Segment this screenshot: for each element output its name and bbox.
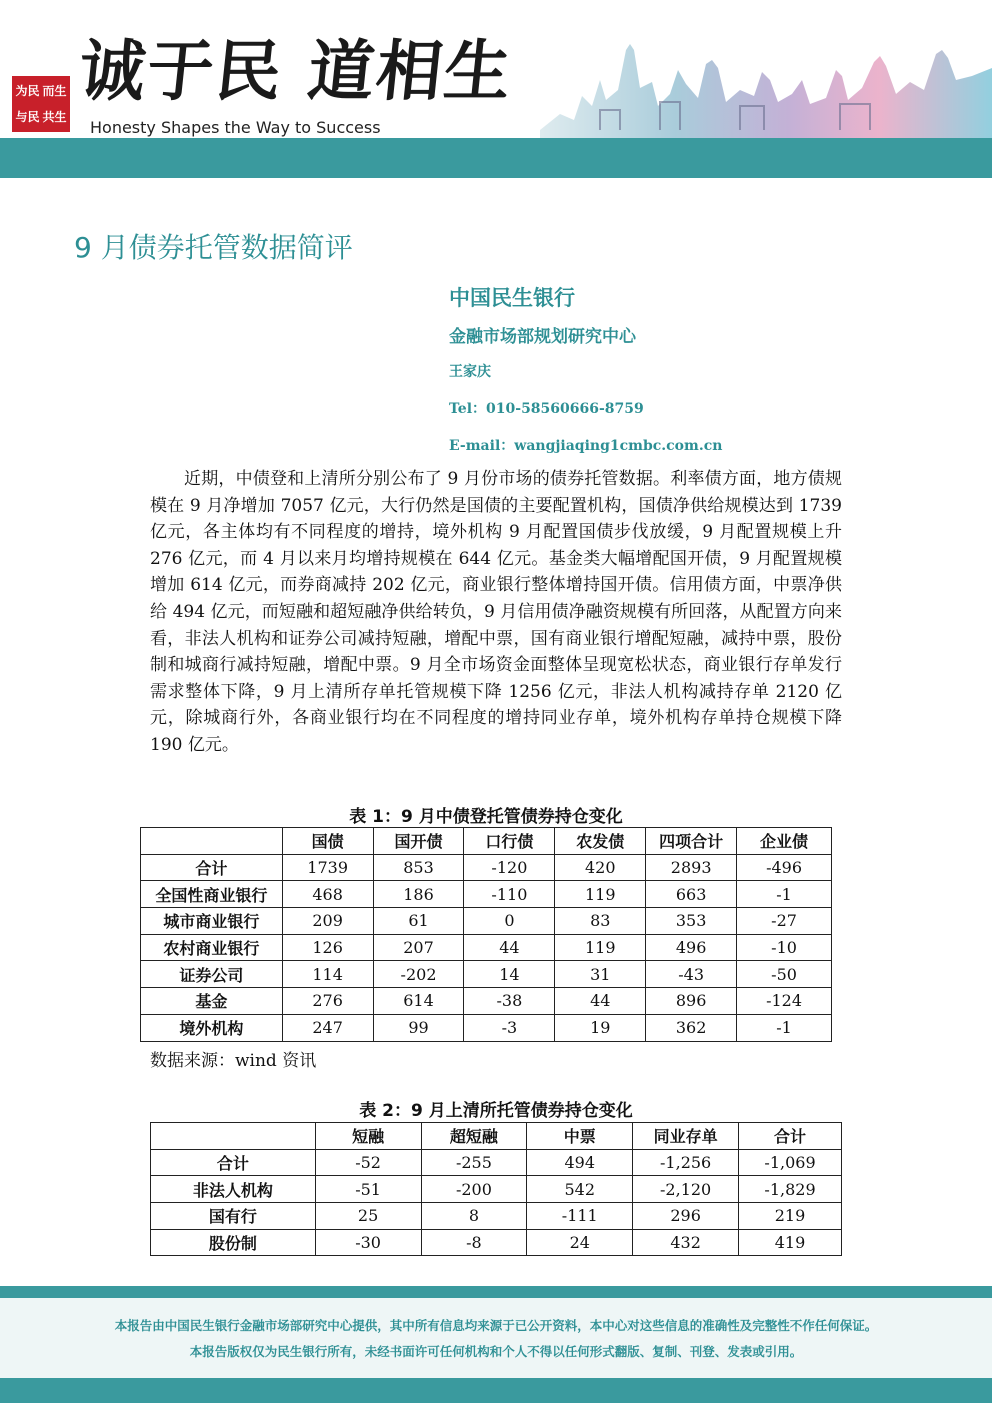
table-cell: 468 bbox=[282, 881, 373, 908]
column-header: 国债 bbox=[282, 828, 373, 855]
row-label: 全国性商业银行 bbox=[141, 881, 283, 908]
column-header bbox=[141, 828, 283, 855]
table-cell: -51 bbox=[315, 1176, 421, 1203]
table-row bbox=[141, 854, 832, 881]
author-name: 王家庆 bbox=[449, 364, 491, 380]
document-title: 9 月债券托管数据简评 bbox=[74, 231, 353, 264]
table-cell: -200 bbox=[421, 1176, 527, 1203]
table-cell: 119 bbox=[555, 934, 646, 961]
table-cell: -2,120 bbox=[633, 1176, 739, 1203]
column-header: 同业存单 bbox=[633, 1123, 739, 1150]
column-header: 企业债 bbox=[737, 828, 832, 855]
table-cell: 419 bbox=[739, 1229, 842, 1256]
table-cell: 83 bbox=[555, 908, 646, 935]
table-cell: 1739 bbox=[282, 854, 373, 881]
table-cell: 99 bbox=[373, 1014, 464, 1041]
table-cell: 896 bbox=[646, 988, 737, 1015]
table-cell: -10 bbox=[737, 934, 832, 961]
table-row bbox=[141, 961, 832, 988]
row-label: 农村商业银行 bbox=[141, 934, 283, 961]
table-header-row bbox=[151, 1123, 842, 1150]
table2 bbox=[150, 1122, 842, 1256]
table-cell: 44 bbox=[555, 988, 646, 1015]
table-cell: 19 bbox=[555, 1014, 646, 1041]
table-row bbox=[141, 881, 832, 908]
table-cell: -52 bbox=[315, 1149, 421, 1176]
row-label: 国有行 bbox=[151, 1203, 316, 1230]
table-cell: 119 bbox=[555, 881, 646, 908]
table-cell: 219 bbox=[739, 1203, 842, 1230]
table-cell: -1,829 bbox=[739, 1176, 842, 1203]
table-cell: 14 bbox=[464, 961, 555, 988]
table-cell: -38 bbox=[464, 988, 555, 1015]
table-cell: 362 bbox=[646, 1014, 737, 1041]
author-email: E-mail：wangjiaqing1cmbc.com.cn bbox=[449, 438, 723, 454]
calligraphy-title: 诚于民 道相生 bbox=[75, 32, 517, 110]
table-cell: 25 bbox=[315, 1203, 421, 1230]
row-label: 境外机构 bbox=[141, 1014, 283, 1041]
column-header: 合计 bbox=[739, 1123, 842, 1150]
table-cell: -496 bbox=[737, 854, 832, 881]
table-cell: 663 bbox=[646, 881, 737, 908]
table-cell: 0 bbox=[464, 908, 555, 935]
column-header: 国开债 bbox=[373, 828, 464, 855]
table-cell: 614 bbox=[373, 988, 464, 1015]
table-cell: 31 bbox=[555, 961, 646, 988]
table-cell: -30 bbox=[315, 1229, 421, 1256]
table-cell: 44 bbox=[464, 934, 555, 961]
table-cell: 276 bbox=[282, 988, 373, 1015]
table-cell: 853 bbox=[373, 854, 464, 881]
table-cell: 8 bbox=[421, 1203, 527, 1230]
table-cell: -8 bbox=[421, 1229, 527, 1256]
seal-char: 为民 bbox=[15, 84, 40, 98]
table-cell: 114 bbox=[282, 961, 373, 988]
row-label: 合计 bbox=[151, 1149, 316, 1176]
table-row bbox=[151, 1229, 842, 1256]
table-cell: 24 bbox=[527, 1229, 633, 1256]
table-cell: 209 bbox=[282, 908, 373, 935]
table-row bbox=[151, 1203, 842, 1230]
table-cell: 126 bbox=[282, 934, 373, 961]
bank-seal-logo bbox=[12, 76, 70, 132]
table-cell: -111 bbox=[527, 1203, 633, 1230]
table-cell: 61 bbox=[373, 908, 464, 935]
column-header: 四项合计 bbox=[646, 828, 737, 855]
author-tel: Tel：010-58560666-8759 bbox=[449, 401, 644, 417]
table-cell: 496 bbox=[646, 934, 737, 961]
seal-char: 而生 bbox=[42, 84, 67, 98]
table-cell: 432 bbox=[633, 1229, 739, 1256]
table-cell: -110 bbox=[464, 881, 555, 908]
table-cell: -27 bbox=[737, 908, 832, 935]
table1 bbox=[140, 827, 832, 1042]
table-cell: -124 bbox=[737, 988, 832, 1015]
table-cell: 207 bbox=[373, 934, 464, 961]
table-cell: 494 bbox=[527, 1149, 633, 1176]
author-org: 中国民生银行 bbox=[449, 286, 575, 310]
row-label: 非法人机构 bbox=[151, 1176, 316, 1203]
row-label: 城市商业银行 bbox=[141, 908, 283, 935]
seal-char: 与民 bbox=[15, 110, 40, 124]
table-cell: 420 bbox=[555, 854, 646, 881]
table-cell: -1,069 bbox=[739, 1149, 842, 1176]
row-label: 股份制 bbox=[151, 1229, 316, 1256]
column-header bbox=[151, 1123, 316, 1150]
table-cell: -1,256 bbox=[633, 1149, 739, 1176]
table-cell: -255 bbox=[421, 1149, 527, 1176]
table-cell: -202 bbox=[373, 961, 464, 988]
table-cell: 186 bbox=[373, 881, 464, 908]
table-cell: -43 bbox=[646, 961, 737, 988]
author-dept: 金融市场部规划研究中心 bbox=[449, 327, 636, 347]
row-label: 基金 bbox=[141, 988, 283, 1015]
table-header-row bbox=[141, 828, 832, 855]
column-header: 口行债 bbox=[464, 828, 555, 855]
column-header: 短融 bbox=[315, 1123, 421, 1150]
data-source-note: 数据来源：wind 资讯 bbox=[150, 1051, 317, 1071]
table-cell: 2893 bbox=[646, 854, 737, 881]
row-label: 合计 bbox=[141, 854, 283, 881]
table-cell: 247 bbox=[282, 1014, 373, 1041]
table-cell: -120 bbox=[464, 854, 555, 881]
table1-caption: 表 1：9 月中债登托管债券持仓变化 bbox=[349, 807, 623, 827]
table-row bbox=[141, 908, 832, 935]
table-cell: -1 bbox=[737, 1014, 832, 1041]
footer-disclaimer-box bbox=[0, 1298, 992, 1378]
table-row bbox=[151, 1149, 842, 1176]
footer-bottom-band bbox=[0, 1378, 992, 1403]
table-row bbox=[141, 934, 832, 961]
disclaimer-line-2: 本报告版权仅为民生银行所有，未经书面许可任何机构和个人不得以任何形式翻版、复制、刊登、发表或引用。 bbox=[189, 1344, 803, 1359]
page-header bbox=[0, 0, 992, 178]
table-cell: 353 bbox=[646, 908, 737, 935]
body-paragraph: 近期，中债登和上清所分别公布了 9 月份市场的债券托管数据。利率债方面，地方债规模在 9 月净增加 7057 亿元，大行仍然是国债的主要配置机构，国债净供给规模达到 1739 亿元，各主体均有不同程度的增持，境外机构 9 月配置国债步伐放缓，9 月配置规模上升 276 亿元，而 4 月以来月均增持规模在 644 亿元。基金类大幅增配国开债，9 月配置规模增加 614 亿元，而券商减持 202 亿元，商业银行整体增持国开债。信用债方面，中票净供给 494 亿元，而短融和超短融净供给转负，9 月信用债净融资规模有所回落，从配置方向来看，非法人机构和证券公司减持短融，增配中票，国有商业银行增配短融，减持中票，股份制和城商行减持短融，增配中票。9 月全市场资金面整体呈现宽松状态，商业银行存单发行需求整体下降，9 月上清所存单托管规模下降 1256 亿元，非法人机构减持存单 2120 亿元，除城商行外，各商业银行均在不同程度的增持同业存单，境外机构存单持仓规模下降 190 亿元。 bbox=[150, 469, 842, 755]
column-header: 农发债 bbox=[555, 828, 646, 855]
table2-caption: 表 2：9 月上清所托管债券持仓变化 bbox=[359, 1101, 633, 1121]
column-header: 超短融 bbox=[421, 1123, 527, 1150]
disclaimer-line-1: 本报告由中国民生银行金融市场部研究中心提供，其中所有信息均来源于已公开资料，本中心对这些信息的准确性及完整性不作任何保证。 bbox=[114, 1318, 878, 1333]
slogan: Honesty Shapes the Way to Success bbox=[90, 118, 381, 137]
table-row bbox=[141, 1014, 832, 1041]
author-block bbox=[449, 282, 722, 472]
table-row bbox=[141, 988, 832, 1015]
table-cell: -50 bbox=[737, 961, 832, 988]
city-skyline-illustration bbox=[540, 10, 992, 138]
row-label: 证券公司 bbox=[141, 961, 283, 988]
header-teal-band bbox=[0, 138, 992, 178]
table-cell: 542 bbox=[527, 1176, 633, 1203]
table-row bbox=[151, 1176, 842, 1203]
table-cell: 296 bbox=[633, 1203, 739, 1230]
column-header: 中票 bbox=[527, 1123, 633, 1150]
table-cell: -3 bbox=[464, 1014, 555, 1041]
footer-teal-band bbox=[0, 1286, 992, 1298]
table-cell: -1 bbox=[737, 881, 832, 908]
seal-char: 共生 bbox=[42, 110, 67, 124]
